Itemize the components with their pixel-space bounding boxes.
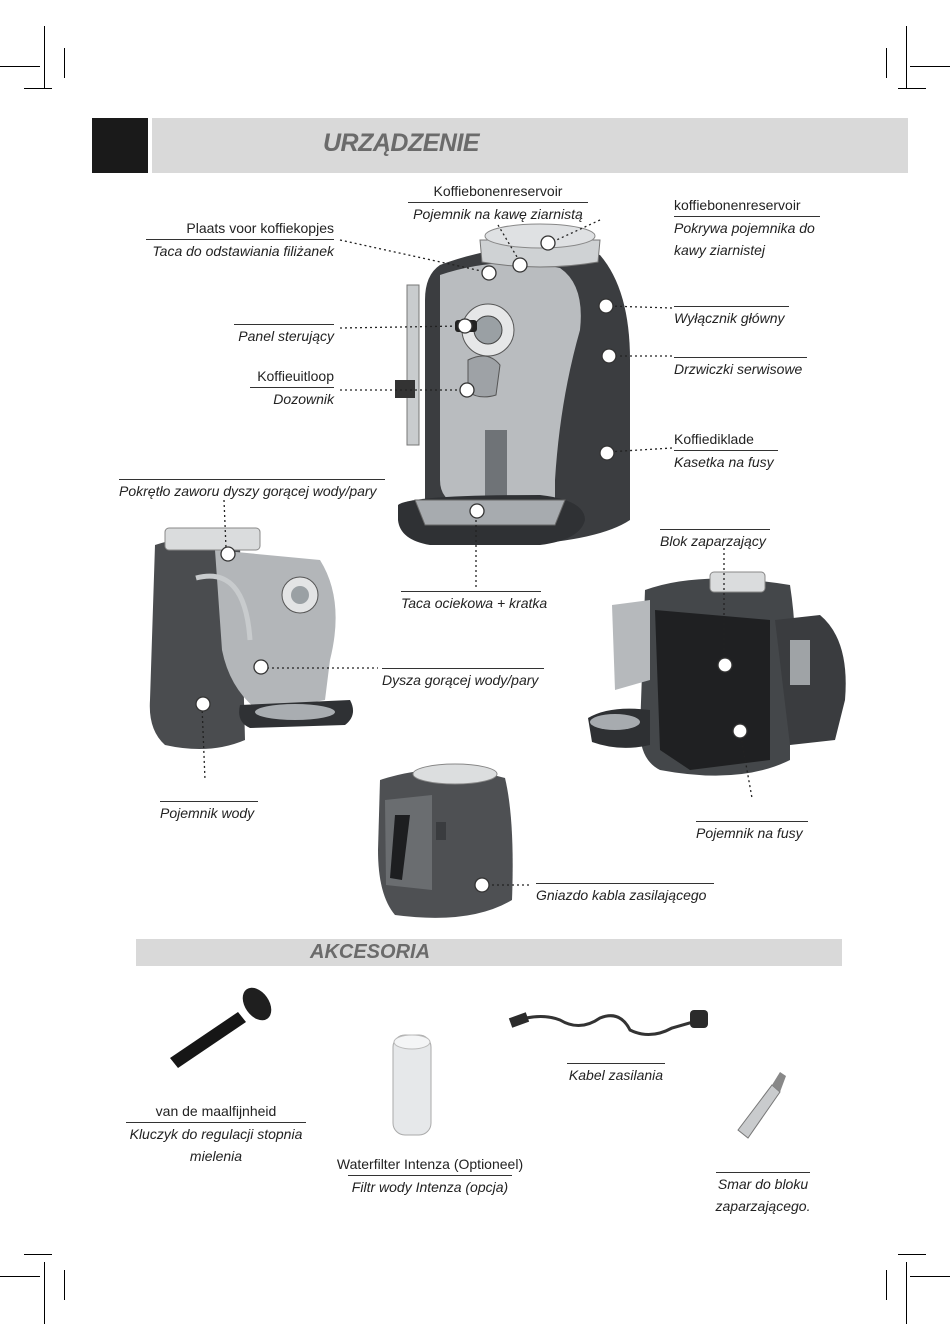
label-bean-container: Koffiebonenreservoir Pojemnik na kawę ziarnistą	[408, 180, 588, 225]
label-grounds-drawer: Koffiediklade Kasetka na fusy	[674, 428, 778, 473]
label-control-panel: Panel sterujący	[234, 324, 334, 347]
label-bean-lid: koffiebonenreservoir Pokrywa pojemnika do kawy ziarnistej	[674, 194, 820, 261]
left-machine-illustration	[150, 528, 353, 749]
label-brew-group: Blok zaparzający	[660, 529, 770, 552]
label-power-socket: Gniazdo kabla zasilającego	[536, 883, 714, 906]
page-title: URZĄDZENIE	[323, 129, 480, 157]
label-steam-wand: Dysza gorącej wody/pary	[382, 668, 544, 691]
label-drip-tray: Taca ociekowa + kratka	[401, 591, 541, 614]
right-machine-illustration	[588, 572, 846, 776]
label-grease: Smar do bloku zaparzającego.	[704, 1172, 822, 1217]
label-steam-knob: Pokrętło zaworu dyszy gorącej wody/pary	[119, 479, 385, 502]
label-main-switch: Wyłącznik główny	[674, 306, 789, 329]
label-grind-key: van de maalfijnheid Kluczyk do regulacji stopnia mielenia	[126, 1100, 306, 1167]
accessories-bar	[136, 939, 842, 966]
accessories-title: AKCESORIA	[310, 941, 431, 963]
label-water-tank: Pojemnik wody	[160, 801, 258, 824]
label-cup-tray: Plaats voor koffiekopjes Taca do odstawiania filiżanek	[146, 217, 334, 262]
rear-machine-illustration	[378, 764, 513, 918]
main-machine-illustration	[395, 224, 630, 545]
label-water-filter: Waterfilter Intenza (Optioneel) Filtr wody Intenza (opcja)	[330, 1153, 530, 1198]
label-grounds-container: Pojemnik na fusy	[696, 821, 808, 844]
label-power-cable: Kabel zasilania	[567, 1063, 665, 1086]
label-service-door: Drzwiczki serwisowe	[674, 357, 807, 380]
label-dispenser: Koffieuitloop Dozownik	[250, 365, 334, 410]
